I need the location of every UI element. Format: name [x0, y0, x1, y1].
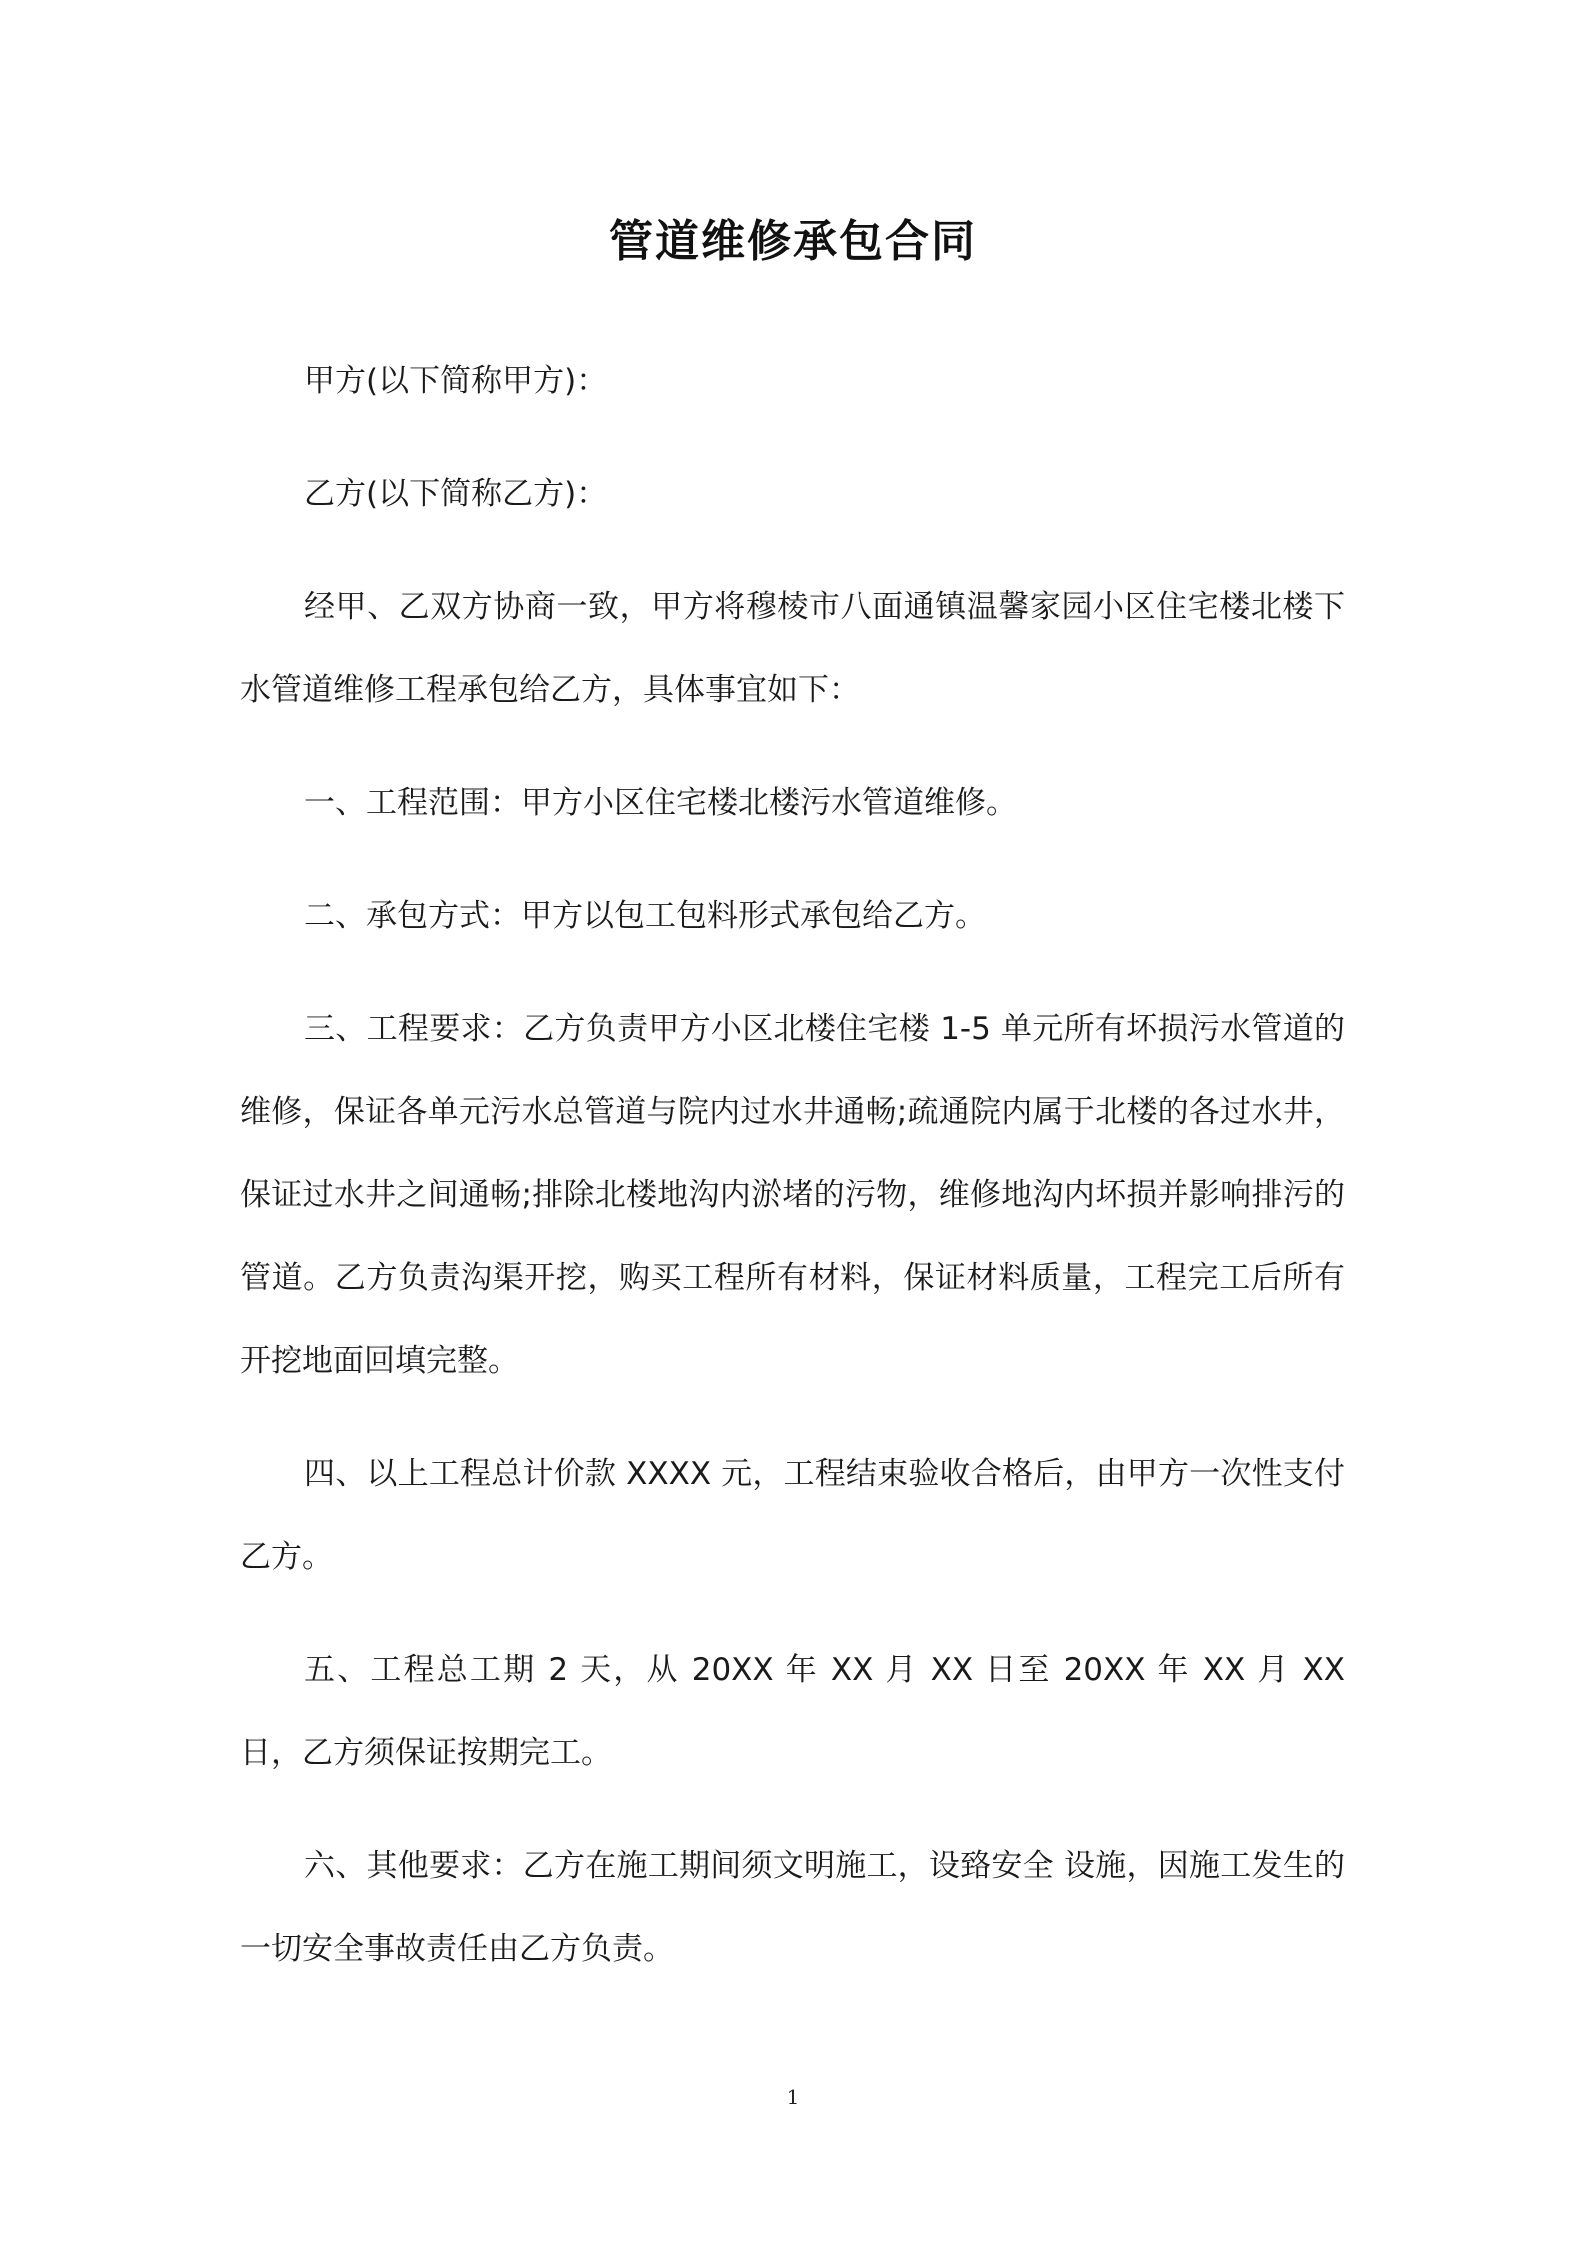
clause-price: 四、以上工程总计价款 XXXX 元，工程结束验收合格后，由甲方一次性支付乙方。	[240, 1456, 1345, 1575]
clause-schedule: 五、工程总工期 2 天，从 20XX 年 XX 月 XX 日至 20XX 年 XX 月 XX 日，乙方须保证按期完工。	[240, 1652, 1355, 1771]
clause-other: 六、其他要求：乙方在施工期间须文明施工，设臵安全 设施，因施工发生的一切安全事故责任由乙方负责。	[240, 1848, 1345, 1967]
clause-contract-method: 二、承包方式：甲方以包工包料形式承包给乙方。	[304, 898, 986, 934]
document-title: 管道维修承包合同	[609, 216, 977, 267]
document-body	[240, 340, 1355, 2021]
agreement-intro: 经甲、乙双方协商一致，甲方将穆棱市八面通镇温馨家园小区住宅楼北楼下水管道维修工程承包给乙方，具体事宜如下：	[240, 589, 1345, 708]
party-b-line: 乙方(以下简称乙方)：	[304, 476, 608, 512]
party-a-line: 甲方(以下简称甲方)：	[304, 363, 608, 399]
page-number: 1	[786, 2085, 800, 2109]
clause-scope: 一、工程范围：甲方小区住宅楼北楼污水管道维修。	[304, 785, 1017, 821]
clause-requirements: 三、工程要求：乙方负责甲方小区北楼住宅楼 1-5 单元所有坏损污水管道的维修，保证各单元污水总管道与院内过水井通畅;疏通院内属于北楼的各过水井，保证过水井之间通畅;排除北楼地沟内淤堵的污物，维修地沟内坏损并影响排污的管道。乙方负责沟渠开挖，购买工程所有材料，保证材料质量，工程完工后所有开挖地面回填完整。	[240, 1011, 1345, 1379]
